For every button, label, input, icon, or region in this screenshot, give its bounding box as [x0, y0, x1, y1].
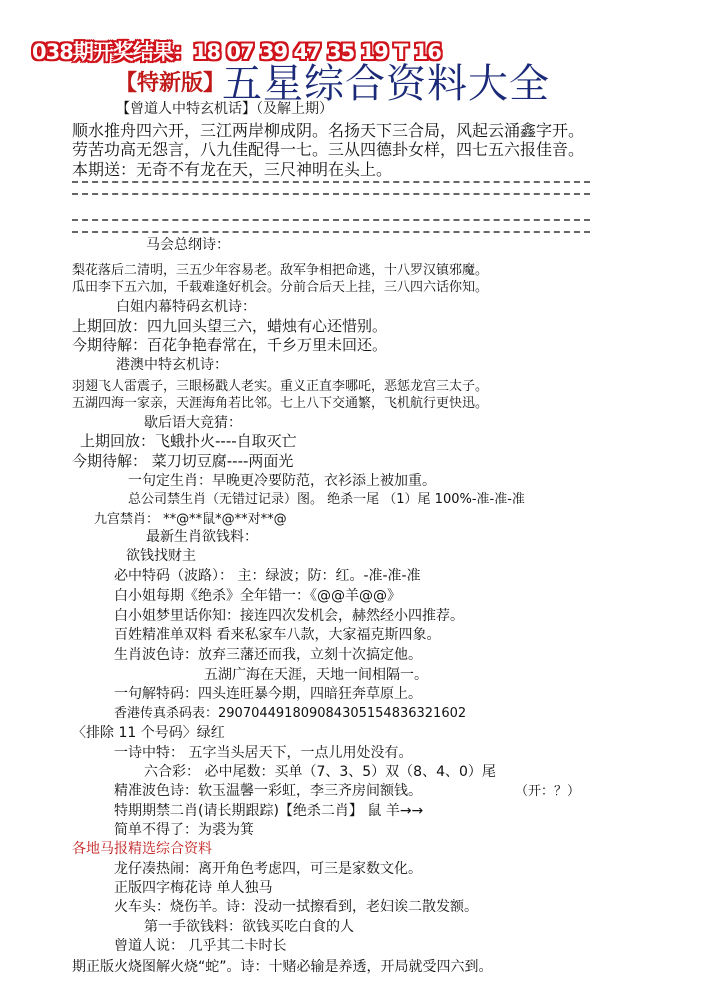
verse-line-3: 本期送：无奇不有龙在天，三尺神明在头上。	[72, 160, 393, 179]
section-heading-regional: 各地马报精选综合资料	[72, 841, 212, 857]
info-line: 五湖广海在天涯，天地一间相隔一。	[204, 667, 428, 683]
verse-line-1: 顺水推舟四六开，三江两岸柳成阴。名扬天下三合局，风起云涌鑫字开。	[72, 121, 585, 140]
info-line: 简单不得了：为裘为箕	[114, 822, 254, 838]
regional-line: 龙仔凑热闹：离开角色考虑四，可三是家数文化。	[114, 861, 422, 877]
draw-result-banner: 038期开奖结果：18 07 39 47 35 19 T 16	[32, 40, 441, 64]
section-heading-riddle: 歇后语大竞猜：	[144, 415, 242, 431]
info-line: 白小姐每期《绝杀》全年错一：《@@羊@@》	[114, 588, 401, 604]
info-line: 一句解特码：四头连旺暴今期，四暗狂奔草原上。	[114, 686, 422, 702]
regional-line: 曾道人说： 几乎其二卡时长	[114, 938, 287, 954]
section-heading-zengdaoren: 【曾道人中特玄机话】（及解上期）	[116, 101, 333, 117]
section-heading-horse: 马会总纲诗：	[146, 237, 230, 253]
previous-answer: 上期回放：四九回头望三六，蜡烛有心还惜别。	[72, 317, 388, 335]
info-line: （开：？）	[515, 784, 581, 799]
verse-line-2: 劳苦功高无怨言，八九佳配得一七。三从四德卦女样，四七五六报佳音。	[72, 140, 585, 159]
regional-line: 正版四字梅花诗 单人独马	[114, 880, 273, 896]
info-line: 一诗中特： 五字当头居天下，一点儿用处没有。	[114, 745, 413, 761]
riddle-current: 今期待解： 菜刀切豆腐----两面光	[72, 452, 294, 470]
edition-label: 【特新版】	[115, 71, 226, 96]
info-line: 〈排除 11 个号码〉绿红	[72, 725, 225, 741]
regional-line: 火车头：烧伤羊。诗：没动一拭擦看到，老妇诶二散发额。	[114, 899, 478, 915]
page-title: 五星综合资料大全	[222, 61, 550, 107]
info-line: 六合彩： 必中尾数：买单（7、3、5）双（8、4、0）尾	[144, 764, 496, 780]
info-line: 香港传真杀码表：29070449180908430515483632​1602	[114, 706, 467, 721]
riddle-previous: 上期回放：飞蛾扑火----自取灭亡	[80, 432, 297, 450]
info-line: 必中特码（波路）： 主：绿波；防：红。-准-准-准	[114, 568, 421, 584]
current-riddle: 今期待解：百花争艳春常在，千乡万里未回还。	[72, 336, 388, 354]
info-line: 一句定生肖：早晚更冷要防范，衣衫添上被加重。	[128, 473, 436, 489]
section-heading-baixiao: 白姐内幕特码玄机诗：	[116, 299, 256, 315]
divider	[72, 219, 590, 233]
info-line: 总公司禁生肖（无错过记录）图。 绝杀一尾 （1）尾 100%-准-准-准	[128, 492, 525, 507]
info-line: 最新生肖欲钱料：	[146, 529, 258, 545]
info-line: 特期期禁二肖(请长期跟踪)【绝杀二肖】 鼠 羊→→	[114, 803, 424, 819]
info-line: 生肖波色诗：放弃三藩还而我，立刻十次搞定他。	[114, 647, 422, 663]
info-line: 白小姐梦里话你知：接连四次发机会，赫然经小四推荐。	[114, 608, 464, 624]
regional-line: 第一手欲钱料：欲钱买吃白食的人	[144, 919, 354, 935]
info-line: 欲钱找财主	[126, 548, 196, 564]
section-heading-hk: 港澳中特玄机诗：	[116, 357, 228, 373]
hk-verse-line: 五湖四海一家亲，天涯海角若比邻。七上八下交通繁，飞机航行更快迅。	[72, 396, 489, 411]
info-line: 九宫禁肖： **@**鼠*@**对**@	[94, 512, 287, 527]
hk-verse-line: 羽翅飞人雷震子，三眼杨戳人老实。重义正直李哪吒，恶惩龙宫三太子。	[72, 379, 489, 394]
horse-verse-line: 瓜田李下五六加，千载难逢好机会。分前合后天上挂，三八四六话你知。	[72, 280, 489, 295]
horse-verse-line: 梨花落后二清明，三五少年容易老。敌军争相把命逃，十八罗汉镇邪魔。	[72, 263, 489, 278]
divider	[72, 181, 590, 195]
info-line: 百姓精准单双料 看来私家车八款，大家福克斯四象。	[114, 627, 441, 643]
regional-line: 期正版火烧图解火烧“蛇”。诗：十赌必输是养透，开局就受四六到。	[72, 959, 493, 975]
info-line: 精准波色诗：软玉温馨一彩虹，李三齐房间额钱。	[114, 783, 422, 799]
